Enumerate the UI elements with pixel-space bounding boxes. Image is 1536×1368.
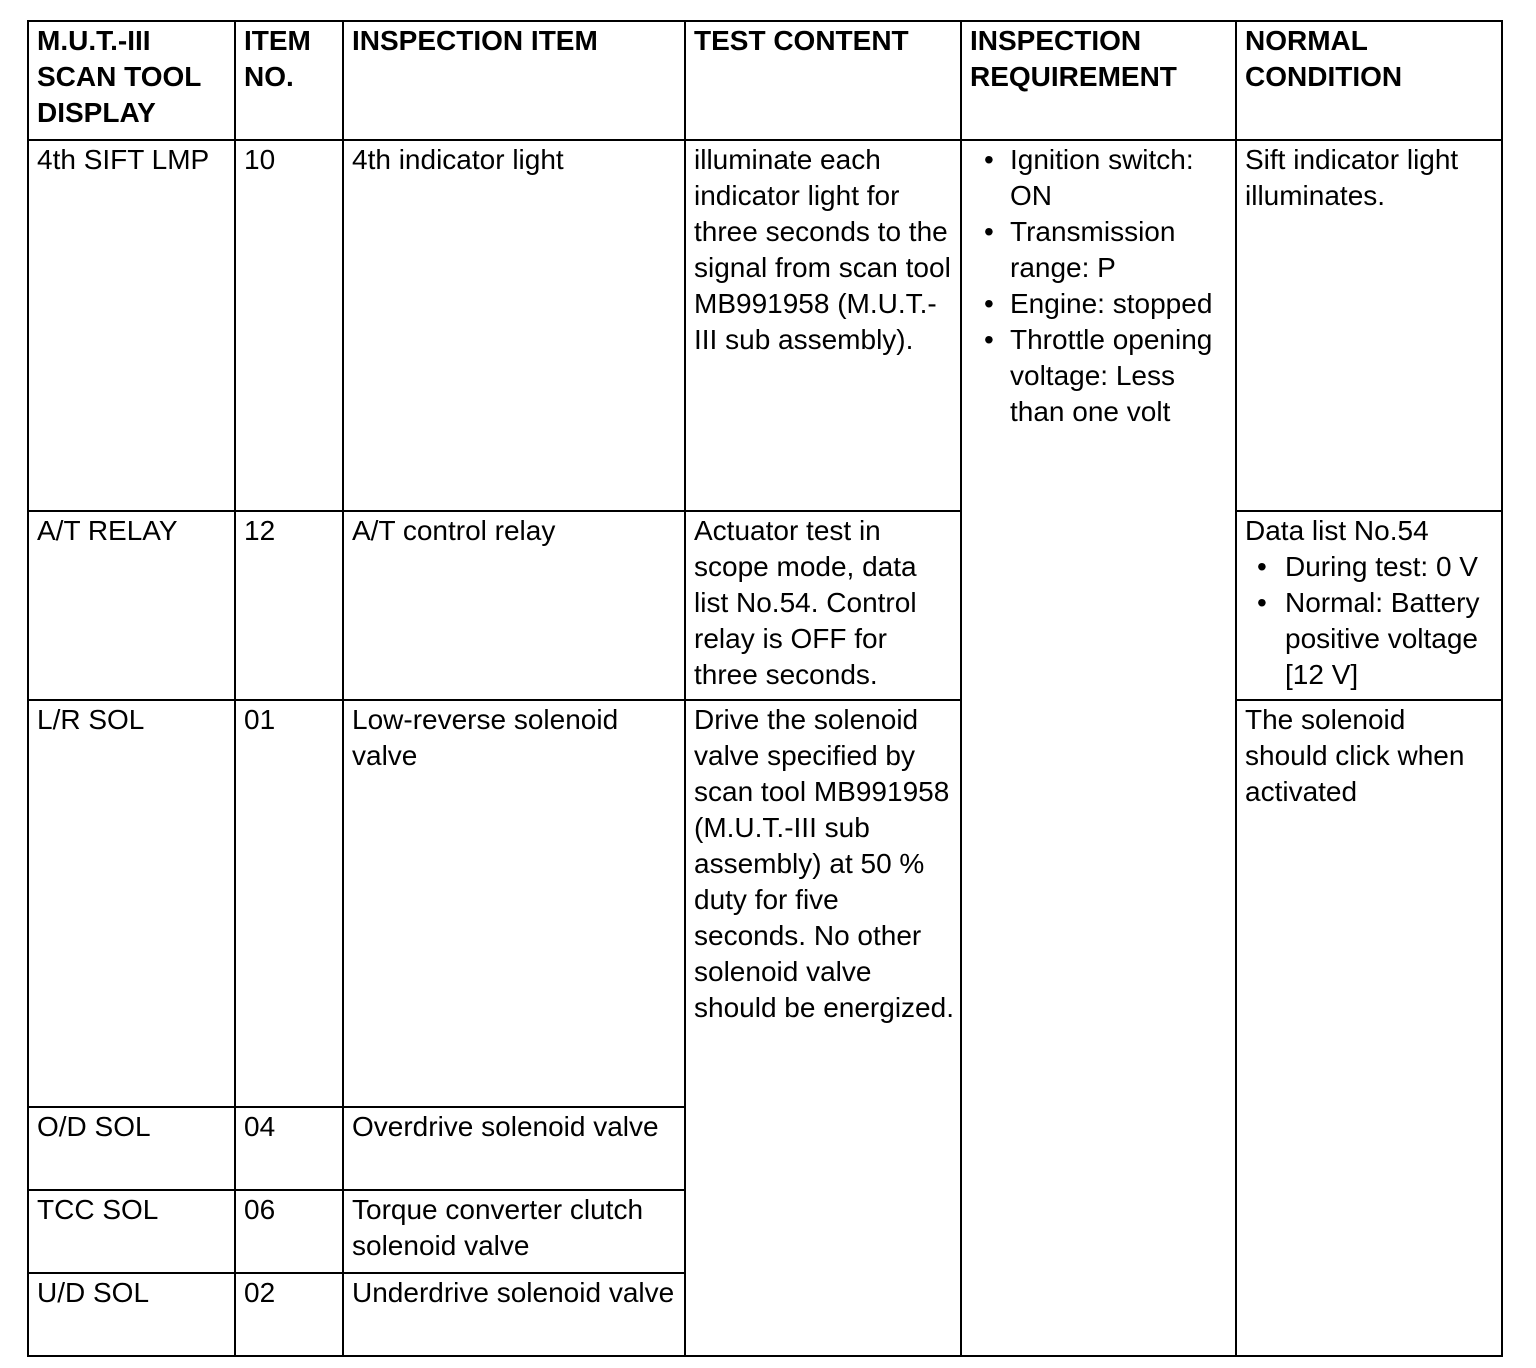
cell-normal-condition	[1236, 511, 1502, 700]
cell-item-no: 06	[235, 1190, 343, 1273]
cell-inspection-item: Low-reverse solenoid valve	[343, 700, 685, 1107]
cell-inspection-item: Torque converter clutch solenoid valve	[343, 1190, 685, 1273]
cell-item-no: 04	[235, 1107, 343, 1190]
list-item: • Engine: stopped	[970, 286, 1229, 322]
cell-normal-condition: The solenoid should click when activated	[1236, 700, 1502, 1356]
cell-inspection-requirement	[961, 140, 1236, 1356]
list-item: • Transmission range: P	[970, 214, 1229, 286]
header-test-content: TEST CONTENT	[685, 21, 961, 140]
list-item: • Throttle opening voltage: Less than one volt	[970, 322, 1229, 430]
header-inspection-requirement: INSPECTION REQUIREMENT	[961, 21, 1236, 140]
cell-display: O/D SOL	[28, 1107, 235, 1190]
cell-display: A/T RELAY	[28, 511, 235, 700]
cell-item-no: 10	[235, 140, 343, 511]
cell-item-no: 02	[235, 1273, 343, 1356]
cell-test-content: illuminate each indicator light for three seconds to the signal from scan tool MB991958 (M.U.T.-III sub assembly).	[685, 140, 961, 511]
list-item: • Normal: Battery positive voltage [12 V]	[1245, 585, 1495, 693]
cell-item-no: 01	[235, 700, 343, 1107]
header-item-no: ITEM NO.	[235, 21, 343, 140]
cell-inspection-item: Overdrive solenoid valve	[343, 1107, 685, 1190]
cell-item-no: 12	[235, 511, 343, 700]
normal-condition-list	[1245, 549, 1495, 693]
list-item: • During test: 0 V	[1245, 549, 1495, 585]
table-row	[28, 511, 1502, 700]
cell-normal-condition: Sift indicator light illuminates.	[1236, 140, 1502, 511]
header-row	[28, 21, 1502, 140]
cell-test-content: Drive the solenoid valve specified by scan tool MB991958 (M.U.T.-III sub assembly) at 50 % duty for five seconds. No other solenoid valve should be energized.	[685, 700, 961, 1356]
normal-condition-title: Data list No.54	[1245, 515, 1429, 546]
cell-display: TCC SOL	[28, 1190, 235, 1273]
header-inspection-item: INSPECTION ITEM	[343, 21, 685, 140]
list-item: • Ignition switch: ON	[970, 142, 1229, 214]
cell-display: L/R SOL	[28, 700, 235, 1107]
table-row	[28, 700, 1502, 1107]
table-row	[28, 140, 1502, 511]
inspection-table	[27, 20, 1503, 1357]
cell-display: 4th SIFT LMP	[28, 140, 235, 511]
cell-inspection-item: 4th indicator light	[343, 140, 685, 511]
requirement-list	[970, 142, 1229, 430]
cell-display: U/D SOL	[28, 1273, 235, 1356]
cell-inspection-item: A/T control relay	[343, 511, 685, 700]
cell-inspection-item: Underdrive solenoid valve	[343, 1273, 685, 1356]
header-display: M.U.T.-III SCAN TOOL DISPLAY	[28, 21, 235, 140]
header-normal-condition: NORMAL CONDITION	[1236, 21, 1502, 140]
cell-test-content: Actuator test in scope mode, data list No.54. Control relay is OFF for three seconds.	[685, 511, 961, 700]
